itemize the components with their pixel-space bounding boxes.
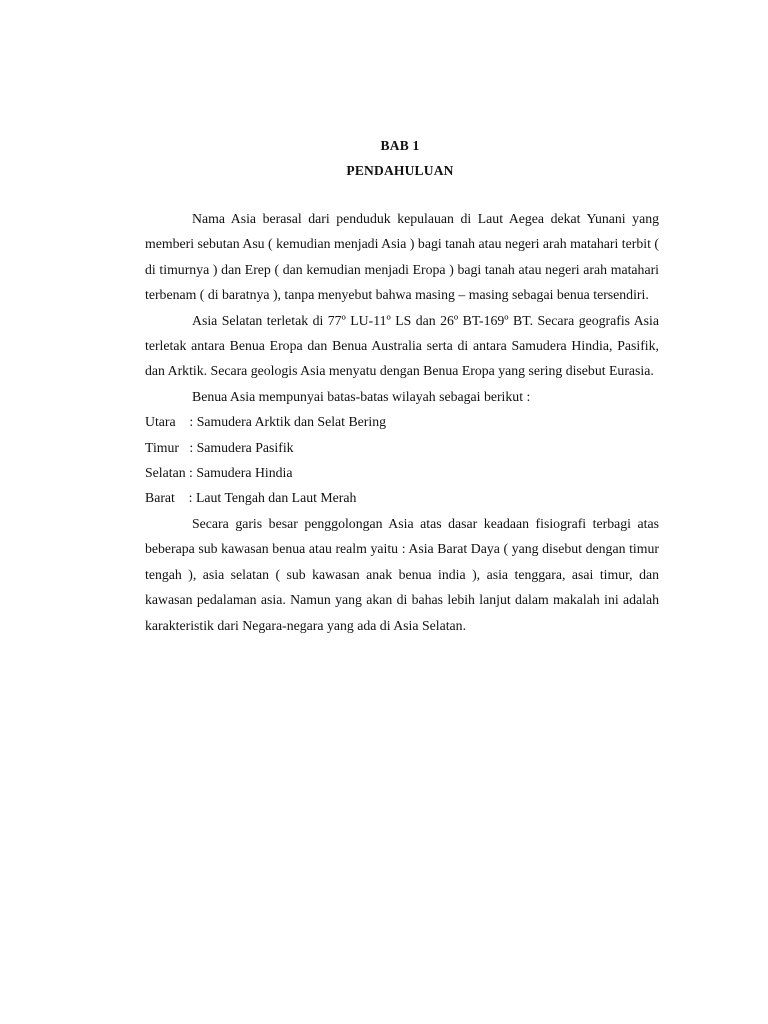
paragraph-asia-location: Asia Selatan terletak di 77º LU-11º LS dan 26º BT-169º BT. Secara geografis Asia terletak antara Benua Eropa dan Benua Australia serta di antara Samudera Hindia, Pasifik, dan Arktik. Secara geologis Asia menyatu dengan Benua Eropa yang sering disebut Eurasia. <box>145 312 659 379</box>
border-north: Utara : Samudera Arktik dan Selat Bering <box>145 414 387 430</box>
paragraph-asia-subregions: Secara garis besar penggolongan Asia atas dasar keadaan fisiografi terbagi atas beberapa sub kawasan benua atau realm yaitu : Asia Barat Daya ( yang disebut dengan timur tengah ), asia selatan ( sub kawasan anak benua india ), asia tenggara, asai timur, dan kawasan pedalaman asia. Namun yang akan di bahas lebih lanjut dalam makalah ini adalah karakteristik dari Negara-negara yang ada di Asia Selatan. <box>145 515 659 633</box>
border-east: Timur : Samudera Pasifik <box>145 439 294 455</box>
chapter-number: BAB 1 <box>380 138 420 153</box>
paragraph-borders-intro: Benua Asia mempunyai batas-batas wilayah sebagai berikut : <box>192 388 531 404</box>
border-south: Selatan : Samudera Hindia <box>145 465 293 481</box>
chapter-title: PENDAHULUAN <box>346 163 454 178</box>
body-text <box>145 206 659 638</box>
border-west: Barat : Laut Tengah dan Laut Merah <box>145 490 357 506</box>
paragraph-asia-name-origin: Nama Asia berasal dari penduduk kepulauan di Laut Aegea dekat Yunani yang memberi sebutan Asu ( kemudian menjadi Asia ) bagi tanah atau negeri arah matahari terbit ( di timurnya ) dan Erep ( dan kemudian menjadi Eropa ) bagi tanah atau negeri arah matahari terbenam ( di baratnya ), tanpa menyebut bahwa masing – masing sebagai benua tersendiri. <box>145 211 659 303</box>
